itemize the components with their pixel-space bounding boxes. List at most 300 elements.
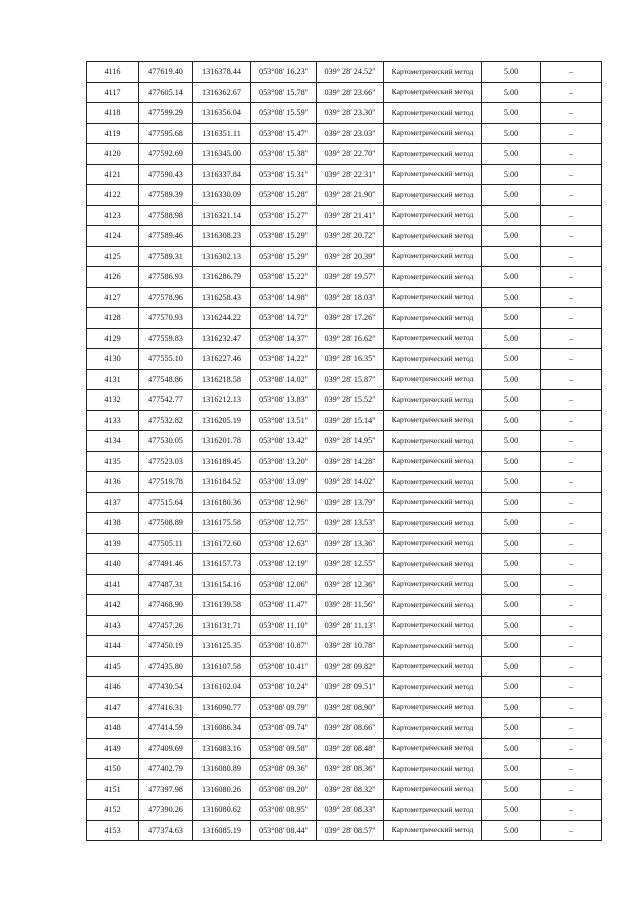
point-number-cell: 4129 xyxy=(87,328,139,349)
y-coordinate-cell: 1316351.11 xyxy=(193,123,251,144)
point-number-cell: 4125 xyxy=(87,246,139,267)
x-coordinate-cell: 477532.82 xyxy=(139,410,193,431)
latitude-cell: 053°08' 09.20" xyxy=(251,779,317,800)
table-row xyxy=(87,328,602,349)
point-number-cell: 4120 xyxy=(87,144,139,165)
method-cell: Картометрический метод xyxy=(384,410,482,431)
x-coordinate-cell: 477555.10 xyxy=(139,349,193,370)
longitude-cell: 039° 28' 12.36" xyxy=(317,574,384,595)
note-cell: – xyxy=(541,492,602,513)
note-cell: – xyxy=(541,62,602,83)
longitude-cell: 039° 28' 24.52" xyxy=(317,62,384,83)
latitude-cell: 053°08' 12.19" xyxy=(251,554,317,575)
latitude-cell: 053°08' 15.22" xyxy=(251,267,317,288)
latitude-cell: 053°08' 12.96" xyxy=(251,492,317,513)
accuracy-cell: 5.00 xyxy=(482,513,541,534)
method-cell: Картометрический метод xyxy=(384,820,482,841)
method-cell: Картометрический метод xyxy=(384,533,482,554)
table-row xyxy=(87,779,602,800)
x-coordinate-cell: 477519.78 xyxy=(139,472,193,493)
longitude-cell: 039° 28' 14.02" xyxy=(317,472,384,493)
longitude-cell: 039° 28' 23.03" xyxy=(317,123,384,144)
latitude-cell: 053°08' 15.29" xyxy=(251,226,317,247)
point-number-cell: 4148 xyxy=(87,718,139,739)
y-coordinate-cell: 1316172.60 xyxy=(193,533,251,554)
note-cell: – xyxy=(541,595,602,616)
table-row xyxy=(87,492,602,513)
method-cell: Картометрический метод xyxy=(384,369,482,390)
table-row xyxy=(87,697,602,718)
method-cell: Картометрический метод xyxy=(384,615,482,636)
longitude-cell: 039° 28' 21.41" xyxy=(317,205,384,226)
method-cell: Картометрический метод xyxy=(384,759,482,780)
point-number-cell: 4131 xyxy=(87,369,139,390)
method-cell: Картометрический метод xyxy=(384,267,482,288)
accuracy-cell: 5.00 xyxy=(482,718,541,739)
x-coordinate-cell: 477605.14 xyxy=(139,82,193,103)
longitude-cell: 039° 28' 11.56" xyxy=(317,595,384,616)
longitude-cell: 039° 28' 19.57" xyxy=(317,267,384,288)
table-row xyxy=(87,533,602,554)
x-coordinate-cell: 477599.29 xyxy=(139,103,193,124)
accuracy-cell: 5.00 xyxy=(482,779,541,800)
table-row xyxy=(87,431,602,452)
method-cell: Картометрический метод xyxy=(384,287,482,308)
method-cell: Картометрический метод xyxy=(384,390,482,411)
longitude-cell: 039° 28' 23.30" xyxy=(317,103,384,124)
x-coordinate-cell: 477450.19 xyxy=(139,636,193,657)
note-cell: – xyxy=(541,779,602,800)
longitude-cell: 039° 28' 15.87" xyxy=(317,369,384,390)
latitude-cell: 053°08' 15.27" xyxy=(251,205,317,226)
y-coordinate-cell: 1316362.67 xyxy=(193,82,251,103)
method-cell: Картометрический метод xyxy=(384,492,482,513)
x-coordinate-cell: 477588.98 xyxy=(139,205,193,226)
method-cell: Картометрический метод xyxy=(384,451,482,472)
table-row xyxy=(87,123,602,144)
method-cell: Картометрический метод xyxy=(384,246,482,267)
note-cell: – xyxy=(541,103,602,124)
accuracy-cell: 5.00 xyxy=(482,267,541,288)
accuracy-cell: 5.00 xyxy=(482,677,541,698)
note-cell: – xyxy=(541,472,602,493)
method-cell: Картометрический метод xyxy=(384,62,482,83)
note-cell: – xyxy=(541,287,602,308)
method-cell: Картометрический метод xyxy=(384,185,482,206)
y-coordinate-cell: 1316086.34 xyxy=(193,718,251,739)
table-row xyxy=(87,636,602,657)
longitude-cell: 039° 28' 08.32" xyxy=(317,779,384,800)
y-coordinate-cell: 1316232.47 xyxy=(193,328,251,349)
accuracy-cell: 5.00 xyxy=(482,820,541,841)
table-row xyxy=(87,513,602,534)
coordinates-table xyxy=(86,61,602,841)
longitude-cell: 039° 28' 12.55" xyxy=(317,554,384,575)
point-number-cell: 4132 xyxy=(87,390,139,411)
note-cell: – xyxy=(541,554,602,575)
latitude-cell: 053°08' 14.72" xyxy=(251,308,317,329)
accuracy-cell: 5.00 xyxy=(482,636,541,657)
note-cell: – xyxy=(541,636,602,657)
latitude-cell: 053°08' 11.47" xyxy=(251,595,317,616)
longitude-cell: 039° 28' 08.66" xyxy=(317,718,384,739)
longitude-cell: 039° 28' 20.39" xyxy=(317,246,384,267)
method-cell: Картометрический метод xyxy=(384,328,482,349)
method-cell: Картометрический метод xyxy=(384,800,482,821)
table-row xyxy=(87,82,602,103)
method-cell: Картометрический метод xyxy=(384,308,482,329)
accuracy-cell: 5.00 xyxy=(482,390,541,411)
longitude-cell: 039° 28' 09.51" xyxy=(317,677,384,698)
x-coordinate-cell: 477374.63 xyxy=(139,820,193,841)
y-coordinate-cell: 1316205.19 xyxy=(193,410,251,431)
accuracy-cell: 5.00 xyxy=(482,656,541,677)
latitude-cell: 053°08' 12.75" xyxy=(251,513,317,534)
table-row xyxy=(87,800,602,821)
accuracy-cell: 5.00 xyxy=(482,759,541,780)
point-number-cell: 4142 xyxy=(87,595,139,616)
longitude-cell: 039° 28' 08.36" xyxy=(317,759,384,780)
note-cell: – xyxy=(541,410,602,431)
note-cell: – xyxy=(541,267,602,288)
note-cell: – xyxy=(541,656,602,677)
y-coordinate-cell: 1316189.45 xyxy=(193,451,251,472)
x-coordinate-cell: 477590.43 xyxy=(139,164,193,185)
method-cell: Картометрический метод xyxy=(384,718,482,739)
longitude-cell: 039° 28' 10.78" xyxy=(317,636,384,657)
longitude-cell: 039° 28' 08.33" xyxy=(317,800,384,821)
table-row xyxy=(87,718,602,739)
longitude-cell: 039° 28' 14.95" xyxy=(317,431,384,452)
accuracy-cell: 5.00 xyxy=(482,800,541,821)
point-number-cell: 4145 xyxy=(87,656,139,677)
x-coordinate-cell: 477589.46 xyxy=(139,226,193,247)
y-coordinate-cell: 1316227.46 xyxy=(193,349,251,370)
y-coordinate-cell: 1316218.58 xyxy=(193,369,251,390)
latitude-cell: 053°08' 13.51" xyxy=(251,410,317,431)
y-coordinate-cell: 1316125.35 xyxy=(193,636,251,657)
note-cell: – xyxy=(541,800,602,821)
point-number-cell: 4138 xyxy=(87,513,139,534)
y-coordinate-cell: 1316356.04 xyxy=(193,103,251,124)
longitude-cell: 039° 28' 13.79" xyxy=(317,492,384,513)
latitude-cell: 053°08' 12.06" xyxy=(251,574,317,595)
table-row xyxy=(87,287,602,308)
table-row xyxy=(87,164,602,185)
table-row xyxy=(87,595,602,616)
table-row xyxy=(87,451,602,472)
note-cell: – xyxy=(541,185,602,206)
point-number-cell: 4152 xyxy=(87,800,139,821)
y-coordinate-cell: 1316085.19 xyxy=(193,820,251,841)
longitude-cell: 039° 28' 14.28" xyxy=(317,451,384,472)
point-number-cell: 4153 xyxy=(87,820,139,841)
point-number-cell: 4140 xyxy=(87,554,139,575)
x-coordinate-cell: 477559.83 xyxy=(139,328,193,349)
point-number-cell: 4130 xyxy=(87,349,139,370)
note-cell: – xyxy=(541,513,602,534)
note-cell: – xyxy=(541,533,602,554)
y-coordinate-cell: 1316308.23 xyxy=(193,226,251,247)
note-cell: – xyxy=(541,390,602,411)
point-number-cell: 4117 xyxy=(87,82,139,103)
table-row xyxy=(87,656,602,677)
longitude-cell: 039° 28' 11.13" xyxy=(317,615,384,636)
longitude-cell: 039° 28' 08.57" xyxy=(317,820,384,841)
accuracy-cell: 5.00 xyxy=(482,328,541,349)
y-coordinate-cell: 1316175.58 xyxy=(193,513,251,534)
accuracy-cell: 5.00 xyxy=(482,349,541,370)
x-coordinate-cell: 477589.39 xyxy=(139,185,193,206)
longitude-cell: 039° 28' 18.03" xyxy=(317,287,384,308)
x-coordinate-cell: 477397.98 xyxy=(139,779,193,800)
table-row xyxy=(87,62,602,83)
latitude-cell: 053°08' 12.63" xyxy=(251,533,317,554)
y-coordinate-cell: 1316139.58 xyxy=(193,595,251,616)
note-cell: – xyxy=(541,369,602,390)
method-cell: Картометрический метод xyxy=(384,595,482,616)
longitude-cell: 039° 28' 13.36" xyxy=(317,533,384,554)
accuracy-cell: 5.00 xyxy=(482,62,541,83)
method-cell: Картометрический метод xyxy=(384,431,482,452)
accuracy-cell: 5.00 xyxy=(482,533,541,554)
point-number-cell: 4116 xyxy=(87,62,139,83)
method-cell: Картометрический метод xyxy=(384,226,482,247)
table-row xyxy=(87,226,602,247)
accuracy-cell: 5.00 xyxy=(482,431,541,452)
x-coordinate-cell: 477578.96 xyxy=(139,287,193,308)
y-coordinate-cell: 1316378.44 xyxy=(193,62,251,83)
y-coordinate-cell: 1316321.14 xyxy=(193,205,251,226)
accuracy-cell: 5.00 xyxy=(482,246,541,267)
accuracy-cell: 5.00 xyxy=(482,697,541,718)
latitude-cell: 053°08' 09.36" xyxy=(251,759,317,780)
y-coordinate-cell: 1316157.73 xyxy=(193,554,251,575)
note-cell: – xyxy=(541,82,602,103)
point-number-cell: 4141 xyxy=(87,574,139,595)
y-coordinate-cell: 1316080.62 xyxy=(193,800,251,821)
point-number-cell: 4119 xyxy=(87,123,139,144)
note-cell: – xyxy=(541,759,602,780)
table-row xyxy=(87,185,602,206)
method-cell: Картометрический метод xyxy=(384,144,482,165)
x-coordinate-cell: 477592.69 xyxy=(139,144,193,165)
latitude-cell: 053°08' 13.42" xyxy=(251,431,317,452)
x-coordinate-cell: 477402.79 xyxy=(139,759,193,780)
x-coordinate-cell: 477468.90 xyxy=(139,595,193,616)
latitude-cell: 053°08' 09.79" xyxy=(251,697,317,718)
x-coordinate-cell: 477435.80 xyxy=(139,656,193,677)
method-cell: Картометрический метод xyxy=(384,656,482,677)
longitude-cell: 039° 28' 17.26" xyxy=(317,308,384,329)
method-cell: Картометрический метод xyxy=(384,349,482,370)
x-coordinate-cell: 477619.40 xyxy=(139,62,193,83)
method-cell: Картометрический метод xyxy=(384,697,482,718)
accuracy-cell: 5.00 xyxy=(482,103,541,124)
note-cell: – xyxy=(541,308,602,329)
table-row xyxy=(87,246,602,267)
accuracy-cell: 5.00 xyxy=(482,287,541,308)
y-coordinate-cell: 1316107.58 xyxy=(193,656,251,677)
latitude-cell: 053°08' 14.22" xyxy=(251,349,317,370)
y-coordinate-cell: 1316080.26 xyxy=(193,779,251,800)
note-cell: – xyxy=(541,574,602,595)
x-coordinate-cell: 477530.05 xyxy=(139,431,193,452)
y-coordinate-cell: 1316337.84 xyxy=(193,164,251,185)
point-number-cell: 4135 xyxy=(87,451,139,472)
note-cell: – xyxy=(541,697,602,718)
latitude-cell: 053°08' 15.29" xyxy=(251,246,317,267)
table-row xyxy=(87,738,602,759)
x-coordinate-cell: 477409.69 xyxy=(139,738,193,759)
latitude-cell: 053°08' 13.09" xyxy=(251,472,317,493)
latitude-cell: 053°08' 10.41" xyxy=(251,656,317,677)
note-cell: – xyxy=(541,328,602,349)
y-coordinate-cell: 1316201.78 xyxy=(193,431,251,452)
point-number-cell: 4139 xyxy=(87,533,139,554)
accuracy-cell: 5.00 xyxy=(482,226,541,247)
method-cell: Картометрический метод xyxy=(384,164,482,185)
latitude-cell: 053°08' 14.98" xyxy=(251,287,317,308)
table-row xyxy=(87,144,602,165)
latitude-cell: 053°08' 13.83" xyxy=(251,390,317,411)
x-coordinate-cell: 477570.93 xyxy=(139,308,193,329)
point-number-cell: 4122 xyxy=(87,185,139,206)
accuracy-cell: 5.00 xyxy=(482,164,541,185)
table-row xyxy=(87,615,602,636)
note-cell: – xyxy=(541,820,602,841)
point-number-cell: 4134 xyxy=(87,431,139,452)
x-coordinate-cell: 477586.93 xyxy=(139,267,193,288)
point-number-cell: 4133 xyxy=(87,410,139,431)
latitude-cell: 053°08' 08.44" xyxy=(251,820,317,841)
y-coordinate-cell: 1316102.04 xyxy=(193,677,251,698)
latitude-cell: 053°08' 15.28" xyxy=(251,185,317,206)
point-number-cell: 4126 xyxy=(87,267,139,288)
longitude-cell: 039° 28' 20.72" xyxy=(317,226,384,247)
y-coordinate-cell: 1316131.71 xyxy=(193,615,251,636)
longitude-cell: 039° 28' 15.14" xyxy=(317,410,384,431)
method-cell: Картометрический метод xyxy=(384,472,482,493)
table-row xyxy=(87,308,602,329)
method-cell: Картометрический метод xyxy=(384,677,482,698)
x-coordinate-cell: 477548.86 xyxy=(139,369,193,390)
accuracy-cell: 5.00 xyxy=(482,123,541,144)
x-coordinate-cell: 477416.31 xyxy=(139,697,193,718)
longitude-cell: 039° 28' 09.82" xyxy=(317,656,384,677)
method-cell: Картометрический метод xyxy=(384,205,482,226)
table-row xyxy=(87,677,602,698)
point-number-cell: 4121 xyxy=(87,164,139,185)
point-number-cell: 4128 xyxy=(87,308,139,329)
point-number-cell: 4147 xyxy=(87,697,139,718)
accuracy-cell: 5.00 xyxy=(482,595,541,616)
accuracy-cell: 5.00 xyxy=(482,205,541,226)
y-coordinate-cell: 1316302.13 xyxy=(193,246,251,267)
latitude-cell: 053°08' 15.47" xyxy=(251,123,317,144)
note-cell: – xyxy=(541,451,602,472)
point-number-cell: 4151 xyxy=(87,779,139,800)
accuracy-cell: 5.00 xyxy=(482,615,541,636)
point-number-cell: 4137 xyxy=(87,492,139,513)
table-row xyxy=(87,759,602,780)
y-coordinate-cell: 1316184.52 xyxy=(193,472,251,493)
accuracy-cell: 5.00 xyxy=(482,144,541,165)
longitude-cell: 039° 28' 08.90" xyxy=(317,697,384,718)
x-coordinate-cell: 477414.59 xyxy=(139,718,193,739)
latitude-cell: 053°08' 08.95" xyxy=(251,800,317,821)
method-cell: Картометрический метод xyxy=(384,82,482,103)
note-cell: – xyxy=(541,246,602,267)
accuracy-cell: 5.00 xyxy=(482,554,541,575)
note-cell: – xyxy=(541,205,602,226)
accuracy-cell: 5.00 xyxy=(482,472,541,493)
longitude-cell: 039° 28' 22.70" xyxy=(317,144,384,165)
longitude-cell: 039° 28' 15.52" xyxy=(317,390,384,411)
longitude-cell: 039° 28' 08.48" xyxy=(317,738,384,759)
accuracy-cell: 5.00 xyxy=(482,369,541,390)
latitude-cell: 053°08' 10.87" xyxy=(251,636,317,657)
x-coordinate-cell: 477430.54 xyxy=(139,677,193,698)
latitude-cell: 053°08' 15.38" xyxy=(251,144,317,165)
x-coordinate-cell: 477487.31 xyxy=(139,574,193,595)
table-row xyxy=(87,410,602,431)
note-cell: – xyxy=(541,718,602,739)
table-row xyxy=(87,267,602,288)
x-coordinate-cell: 477390.26 xyxy=(139,800,193,821)
accuracy-cell: 5.00 xyxy=(482,308,541,329)
method-cell: Картометрический метод xyxy=(384,636,482,657)
table-row xyxy=(87,369,602,390)
table-row xyxy=(87,574,602,595)
latitude-cell: 053°08' 10.24" xyxy=(251,677,317,698)
note-cell: – xyxy=(541,431,602,452)
table-row xyxy=(87,820,602,841)
table-row xyxy=(87,554,602,575)
point-number-cell: 4146 xyxy=(87,677,139,698)
table-row xyxy=(87,103,602,124)
point-number-cell: 4149 xyxy=(87,738,139,759)
x-coordinate-cell: 477595.68 xyxy=(139,123,193,144)
note-cell: – xyxy=(541,615,602,636)
latitude-cell: 053°08' 15.59" xyxy=(251,103,317,124)
x-coordinate-cell: 477523.03 xyxy=(139,451,193,472)
y-coordinate-cell: 1316154.16 xyxy=(193,574,251,595)
note-cell: – xyxy=(541,738,602,759)
table-row xyxy=(87,205,602,226)
note-cell: – xyxy=(541,144,602,165)
y-coordinate-cell: 1316180.36 xyxy=(193,492,251,513)
longitude-cell: 039° 28' 13.53" xyxy=(317,513,384,534)
accuracy-cell: 5.00 xyxy=(482,82,541,103)
latitude-cell: 053°08' 09.58" xyxy=(251,738,317,759)
note-cell: – xyxy=(541,677,602,698)
latitude-cell: 053°08' 14.37" xyxy=(251,328,317,349)
note-cell: – xyxy=(541,123,602,144)
latitude-cell: 053°08' 11.10" xyxy=(251,615,317,636)
accuracy-cell: 5.00 xyxy=(482,492,541,513)
x-coordinate-cell: 477589.31 xyxy=(139,246,193,267)
note-cell: – xyxy=(541,349,602,370)
y-coordinate-cell: 1316345.00 xyxy=(193,144,251,165)
table-row xyxy=(87,390,602,411)
y-coordinate-cell: 1316083.16 xyxy=(193,738,251,759)
method-cell: Картометрический метод xyxy=(384,574,482,595)
y-coordinate-cell: 1316244.22 xyxy=(193,308,251,329)
point-number-cell: 4143 xyxy=(87,615,139,636)
longitude-cell: 039° 28' 21.90" xyxy=(317,185,384,206)
latitude-cell: 053°08' 15.31" xyxy=(251,164,317,185)
